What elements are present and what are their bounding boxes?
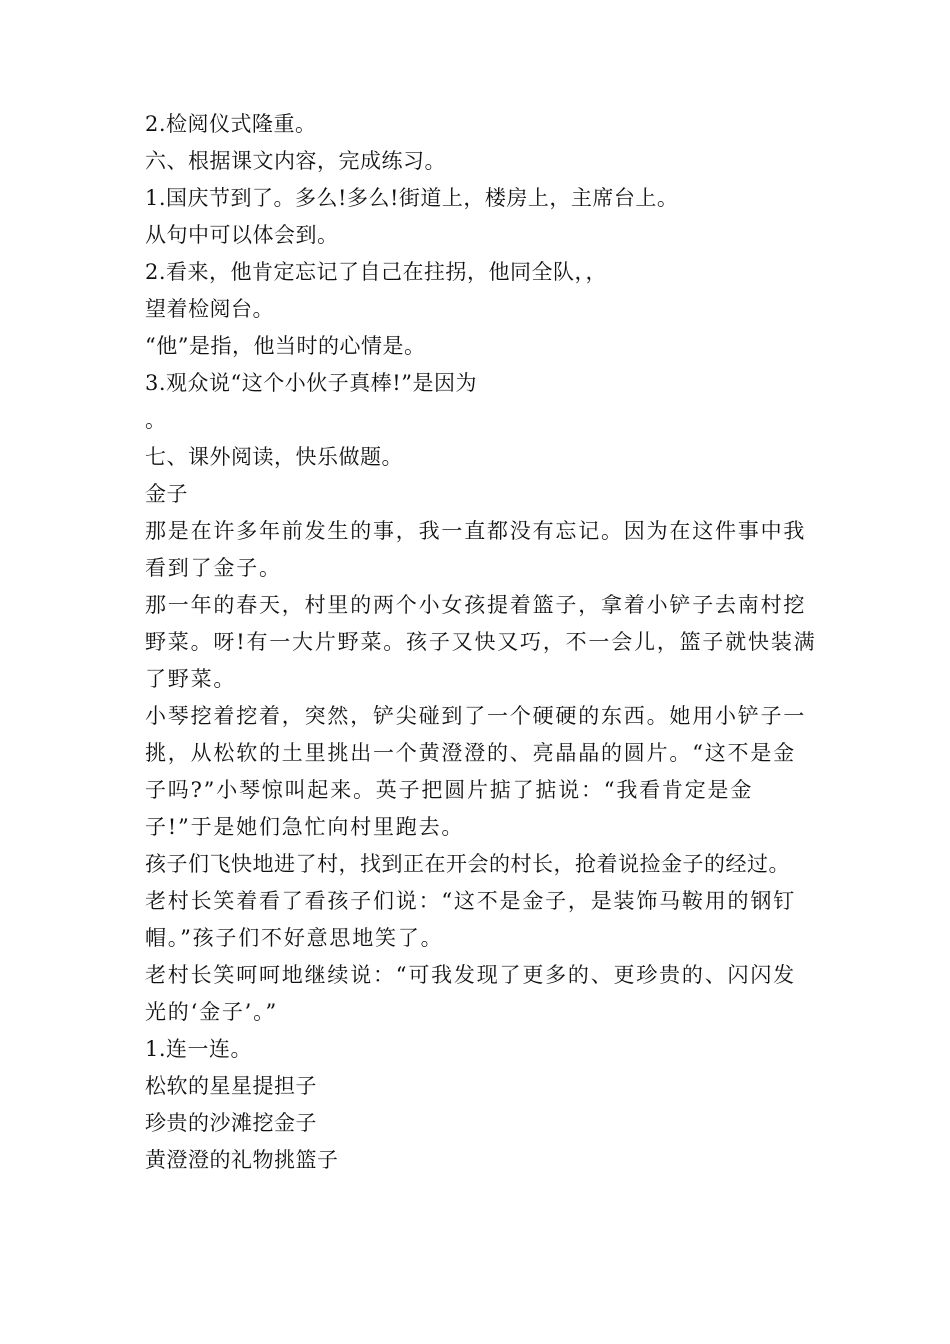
- text-line-7: “他”是指，他当时的心情是。: [145, 334, 426, 358]
- text-line-8: 3.观众说“这个小伙子真棒!”是因为: [145, 371, 477, 395]
- story-paragraph-line: 那是在许多年前发生的事，我一直都没有忘记。因为在这件事中我: [145, 519, 807, 543]
- story-paragraph-line: 挑，从松软的土里挑出一个黄澄澄的、亮晶晶的圆片。“这不是金: [145, 741, 796, 765]
- story-paragraph-line: 老村长笑着看了看孩子们说：“这不是金子，是装饰马鞍用的钢钉: [145, 889, 796, 913]
- text-line-5: 2.看来，他肯定忘记了自己在拄拐，他同全队，，: [145, 260, 608, 284]
- story-paragraph-line: 了野菜。: [145, 667, 237, 691]
- match-item: 珍贵的沙滩挖金子: [145, 1111, 317, 1135]
- story-paragraph-line: 老村长笑呵呵地继续说：“可我发现了更多的、更珍贵的、闪闪发: [145, 963, 796, 987]
- text-line-4: 从句中可以体会到。: [145, 223, 339, 247]
- section-heading-6: 六、根据课文内容，完成练习。: [145, 149, 446, 173]
- document-page: [145, 106, 815, 1179]
- story-paragraph-line: 子!”于是她们急忙向村里跑去。: [145, 815, 465, 839]
- text-line-1: 2.检阅仪式隆重。: [145, 112, 317, 136]
- story-paragraph-line: 小琴挖着挖着，突然，铲尖碰到了一个硬硬的东西。她用小铲子一: [145, 704, 807, 728]
- story-paragraph-line: 子吗?”小琴惊叫起来。英子把圆片掂了掂说：“我看肯定是金: [145, 778, 754, 802]
- match-item: 黄澄澄的礼物挑篮子: [145, 1148, 339, 1172]
- exercise-question: 1.连一连。: [145, 1037, 253, 1061]
- story-paragraph-line: 看到了金子。: [145, 556, 282, 580]
- story-paragraph-line: 那一年的春天，村里的两个小女孩提着篮子，拿着小铲子去南村挖: [145, 593, 807, 617]
- story-paragraph-line: 光的‘金子’。”: [145, 1000, 278, 1024]
- story-paragraph-line: 野菜。呀!有一大片野菜。孩子又快又巧，不一会儿，篮子就快装满: [145, 630, 817, 654]
- match-item: 松软的星星提担子: [145, 1074, 317, 1098]
- text-line-9: 。: [145, 408, 167, 432]
- story-title: 金子: [145, 482, 188, 506]
- text-line-6: 望着检阅台。: [145, 297, 274, 321]
- story-paragraph-line: 孩子们飞快地进了村，找到正在开会的村长，抢着说捡金子的经过。: [145, 852, 790, 876]
- text-line-3: 1.国庆节到了。多么!多么!街道上，楼房上，主席台上。: [145, 186, 679, 210]
- story-paragraph-line: 帽。”孩子们不好意思地笑了。: [145, 926, 444, 950]
- section-heading-7: 七、课外阅读，快乐做题。: [145, 445, 403, 469]
